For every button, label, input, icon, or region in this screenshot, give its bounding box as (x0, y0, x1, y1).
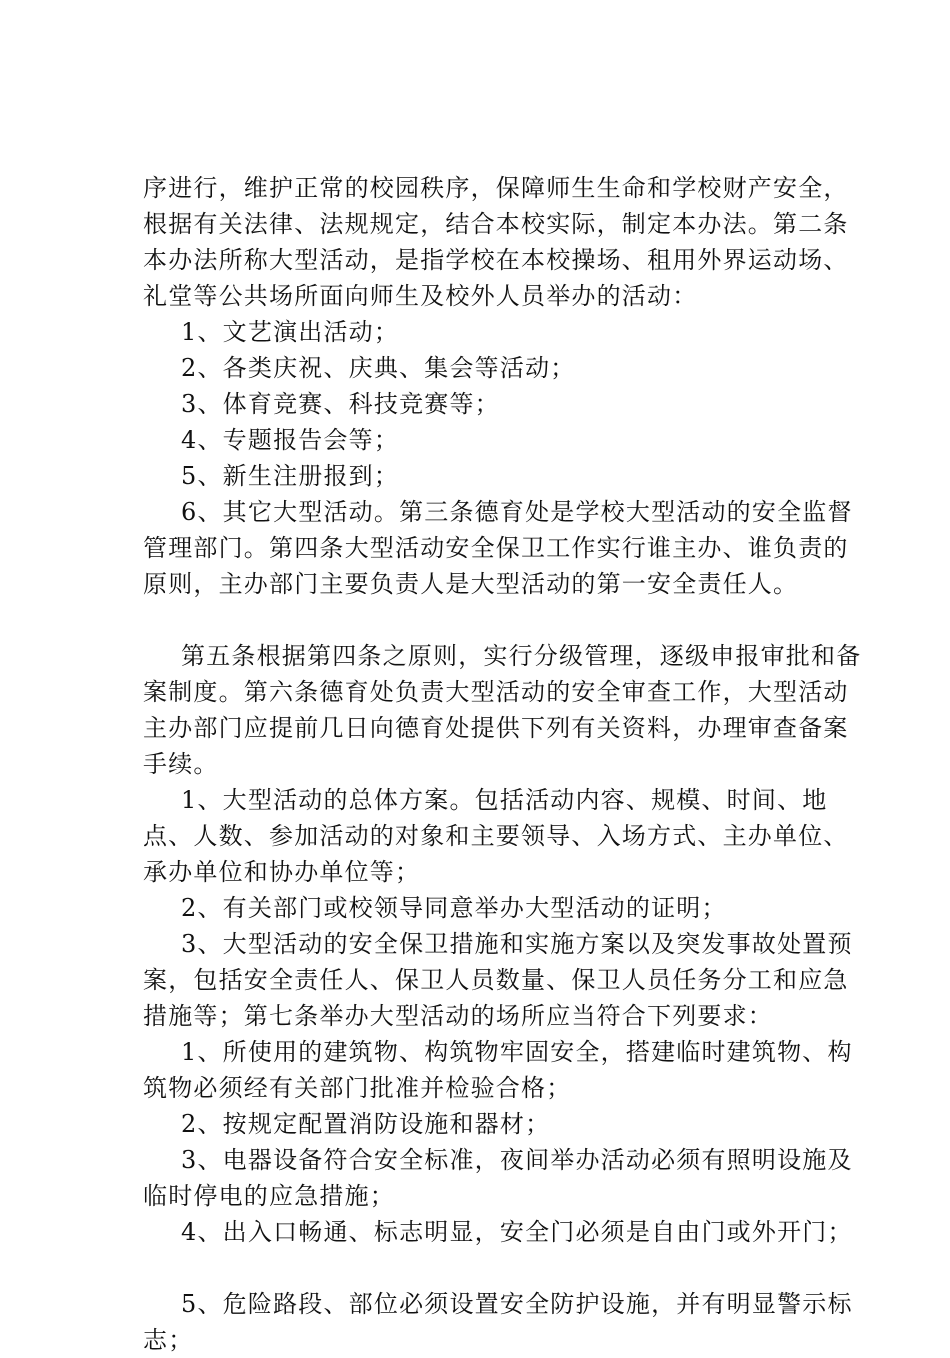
paragraph-intro: 序进行，维护正常的校园秩序，保障师生生命和学校财产安全，根据有关法律、法规规定，结合本校实际，制定本办法。第二条本办法所称大型活动，是指学校在本校操场、租用外界运动场、礼堂等公共场所面向师生及校外人员举办的活动： (143, 174, 849, 310)
venue-item-5: 5、危险路段、部位必须设置安全防护设施，并有明显警示标志； (143, 1290, 853, 1354)
requirement-item-1: 1、大型活动的总体方案。包括活动内容、规模、时间、地点、人数、参加活动的对象和主要领导、入场方式、主办单位、承办单位和协办单位等； (143, 786, 849, 886)
requirement-item-3: 3、大型活动的安全保卫措施和实施方案以及突发事故处置预案，包括安全责任人、保卫人员数量、保卫人员任务分工和应急措施等；第七条举办大型活动的场所应当符合下列要求： (143, 930, 853, 1030)
list-item-1: 1、文艺演出活动； (181, 318, 400, 346)
list-item-2: 2、各类庆祝、庆典、集会等活动； (181, 354, 576, 382)
list-item-5: 5、新生注册报到； (181, 462, 400, 490)
venue-item-3: 3、电器设备符合安全标准，夜间举办活动必须有照明设施及临时停电的应急措施； (143, 1146, 853, 1210)
list-item-3: 3、体育竞赛、科技竞赛等； (181, 390, 500, 418)
list-item-4: 4、专题报告会等； (181, 426, 400, 454)
requirement-item-2: 2、有关部门或校领导同意举办大型活动的证明； (181, 894, 727, 922)
paragraph-article-5: 第五条根据第四条之原则，实行分级管理，逐级申报审批和备案制度。第六条德育处负责大型活动的安全审查工作，大型活动主办部门应提前几日向德育处提供下列有关资料，办理审查备案手续。 (143, 642, 862, 778)
document-body (143, 170, 863, 1358)
list-item-6: 6、其它大型活动。第三条德育处是学校大型活动的安全监督管理部门。第四条大型活动安全保卫工作实行谁主办、谁负责的原则，主办部门主要负责人是大型活动的第一安全责任人。 (143, 498, 853, 598)
venue-item-2: 2、按规定配置消防设施和器材； (181, 1110, 551, 1138)
venue-item-4: 4、出入口畅通、标志明显，安全门必须是自由门或外开门； (181, 1218, 853, 1246)
venue-item-1: 1、所使用的建筑物、构筑物牢固安全，搭建临时建筑物、构筑物必须经有关部门批准并检验合格； (143, 1038, 853, 1102)
